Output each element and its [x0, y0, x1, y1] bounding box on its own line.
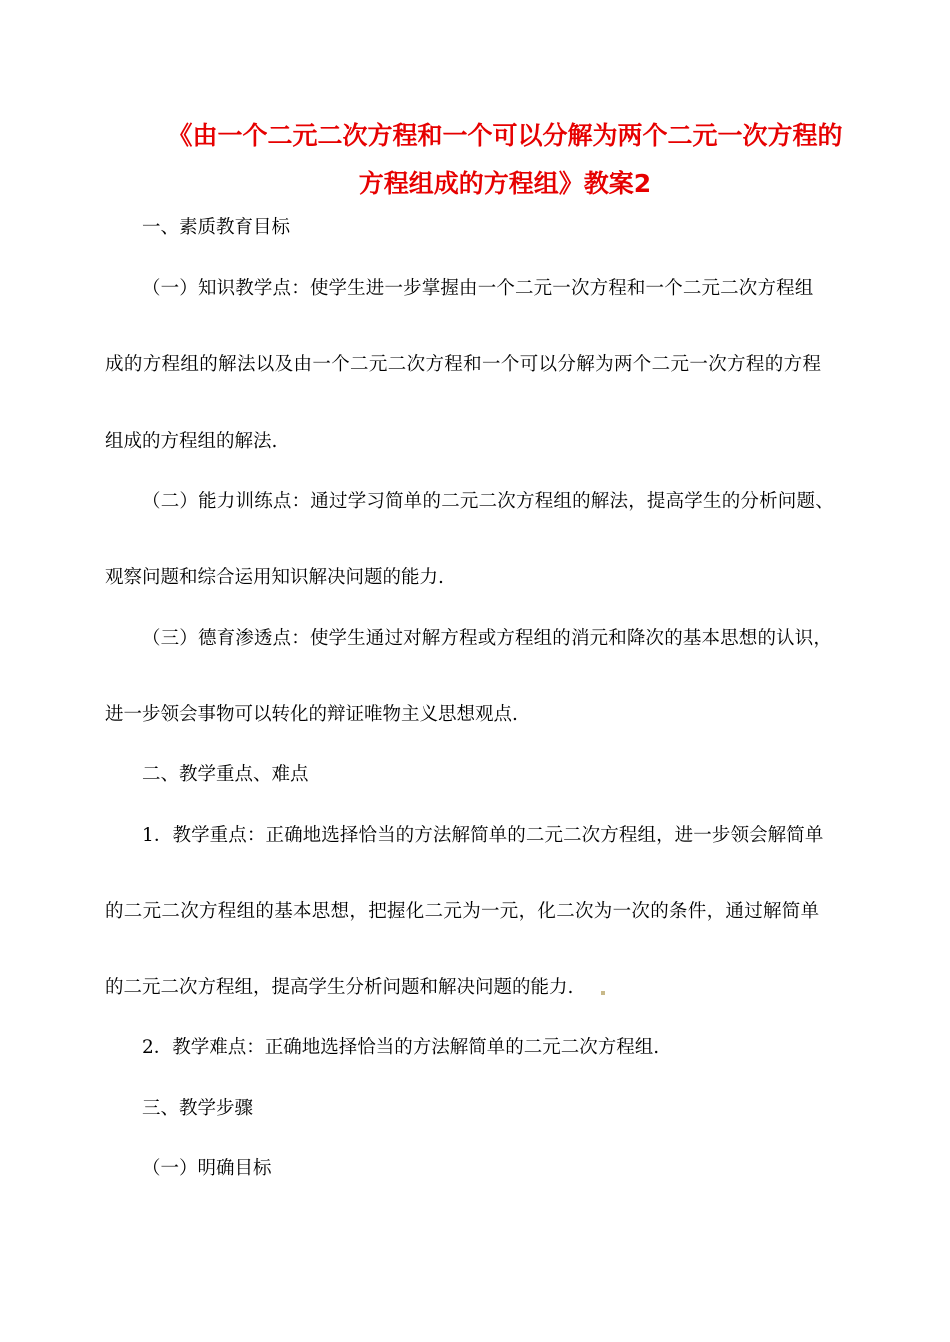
section-heading: 一、素质教育目标 [142, 217, 291, 238]
paragraph-line: 2．教学难点：正确地选择恰当的方法解简单的二元二次方程组. [142, 1037, 660, 1058]
paragraph-line: 观察问题和综合运用知识解决问题的能力. [105, 567, 444, 588]
paragraph-line: 1．教学重点：正确地选择恰当的方法解简单的二元二次方程组，进一步领会解简单 [142, 825, 824, 846]
paragraph-line: （一）知识教学点：使学生进一步掌握由一个二元一次方程和一个二元二次方程组 [142, 278, 814, 299]
section-heading: （一）明确目标 [142, 1158, 272, 1179]
document-title-line-2: 方程组成的方程组》教案2 [358, 169, 652, 198]
paragraph-line: （三）德育渗透点：使学生通过对解方程或方程组的消元和降次的基本思想的认识， [142, 628, 833, 649]
document-title-line-1: 《由一个二元二次方程和一个可以分解为两个二元一次方程的 [167, 121, 843, 150]
paragraph-line: 进一步领会事物可以转化的辩证唯物主义思想观点. [105, 704, 518, 725]
paragraph-line: 的二元二次方程组，提高学生分析问题和解决问题的能力. [105, 977, 574, 998]
paragraph-line: 成的方程组的解法以及由一个二元二次方程和一个可以分解为两个二元一次方程的方程 [105, 354, 822, 375]
paragraph-line: 组成的方程组的解法. [105, 431, 278, 452]
paragraph-line: （二）能力训练点：通过学习简单的二元二次方程组的解法，提高学生的分析问题、 [142, 491, 834, 512]
stray-dot-mark [601, 991, 605, 995]
section-heading: 二、教学重点、难点 [142, 764, 309, 785]
paragraph-line: 的二元二次方程组的基本思想，把握化二元为一元，化二次为一次的条件，通过解简单 [105, 901, 820, 922]
section-heading: 三、教学步骤 [142, 1098, 254, 1119]
